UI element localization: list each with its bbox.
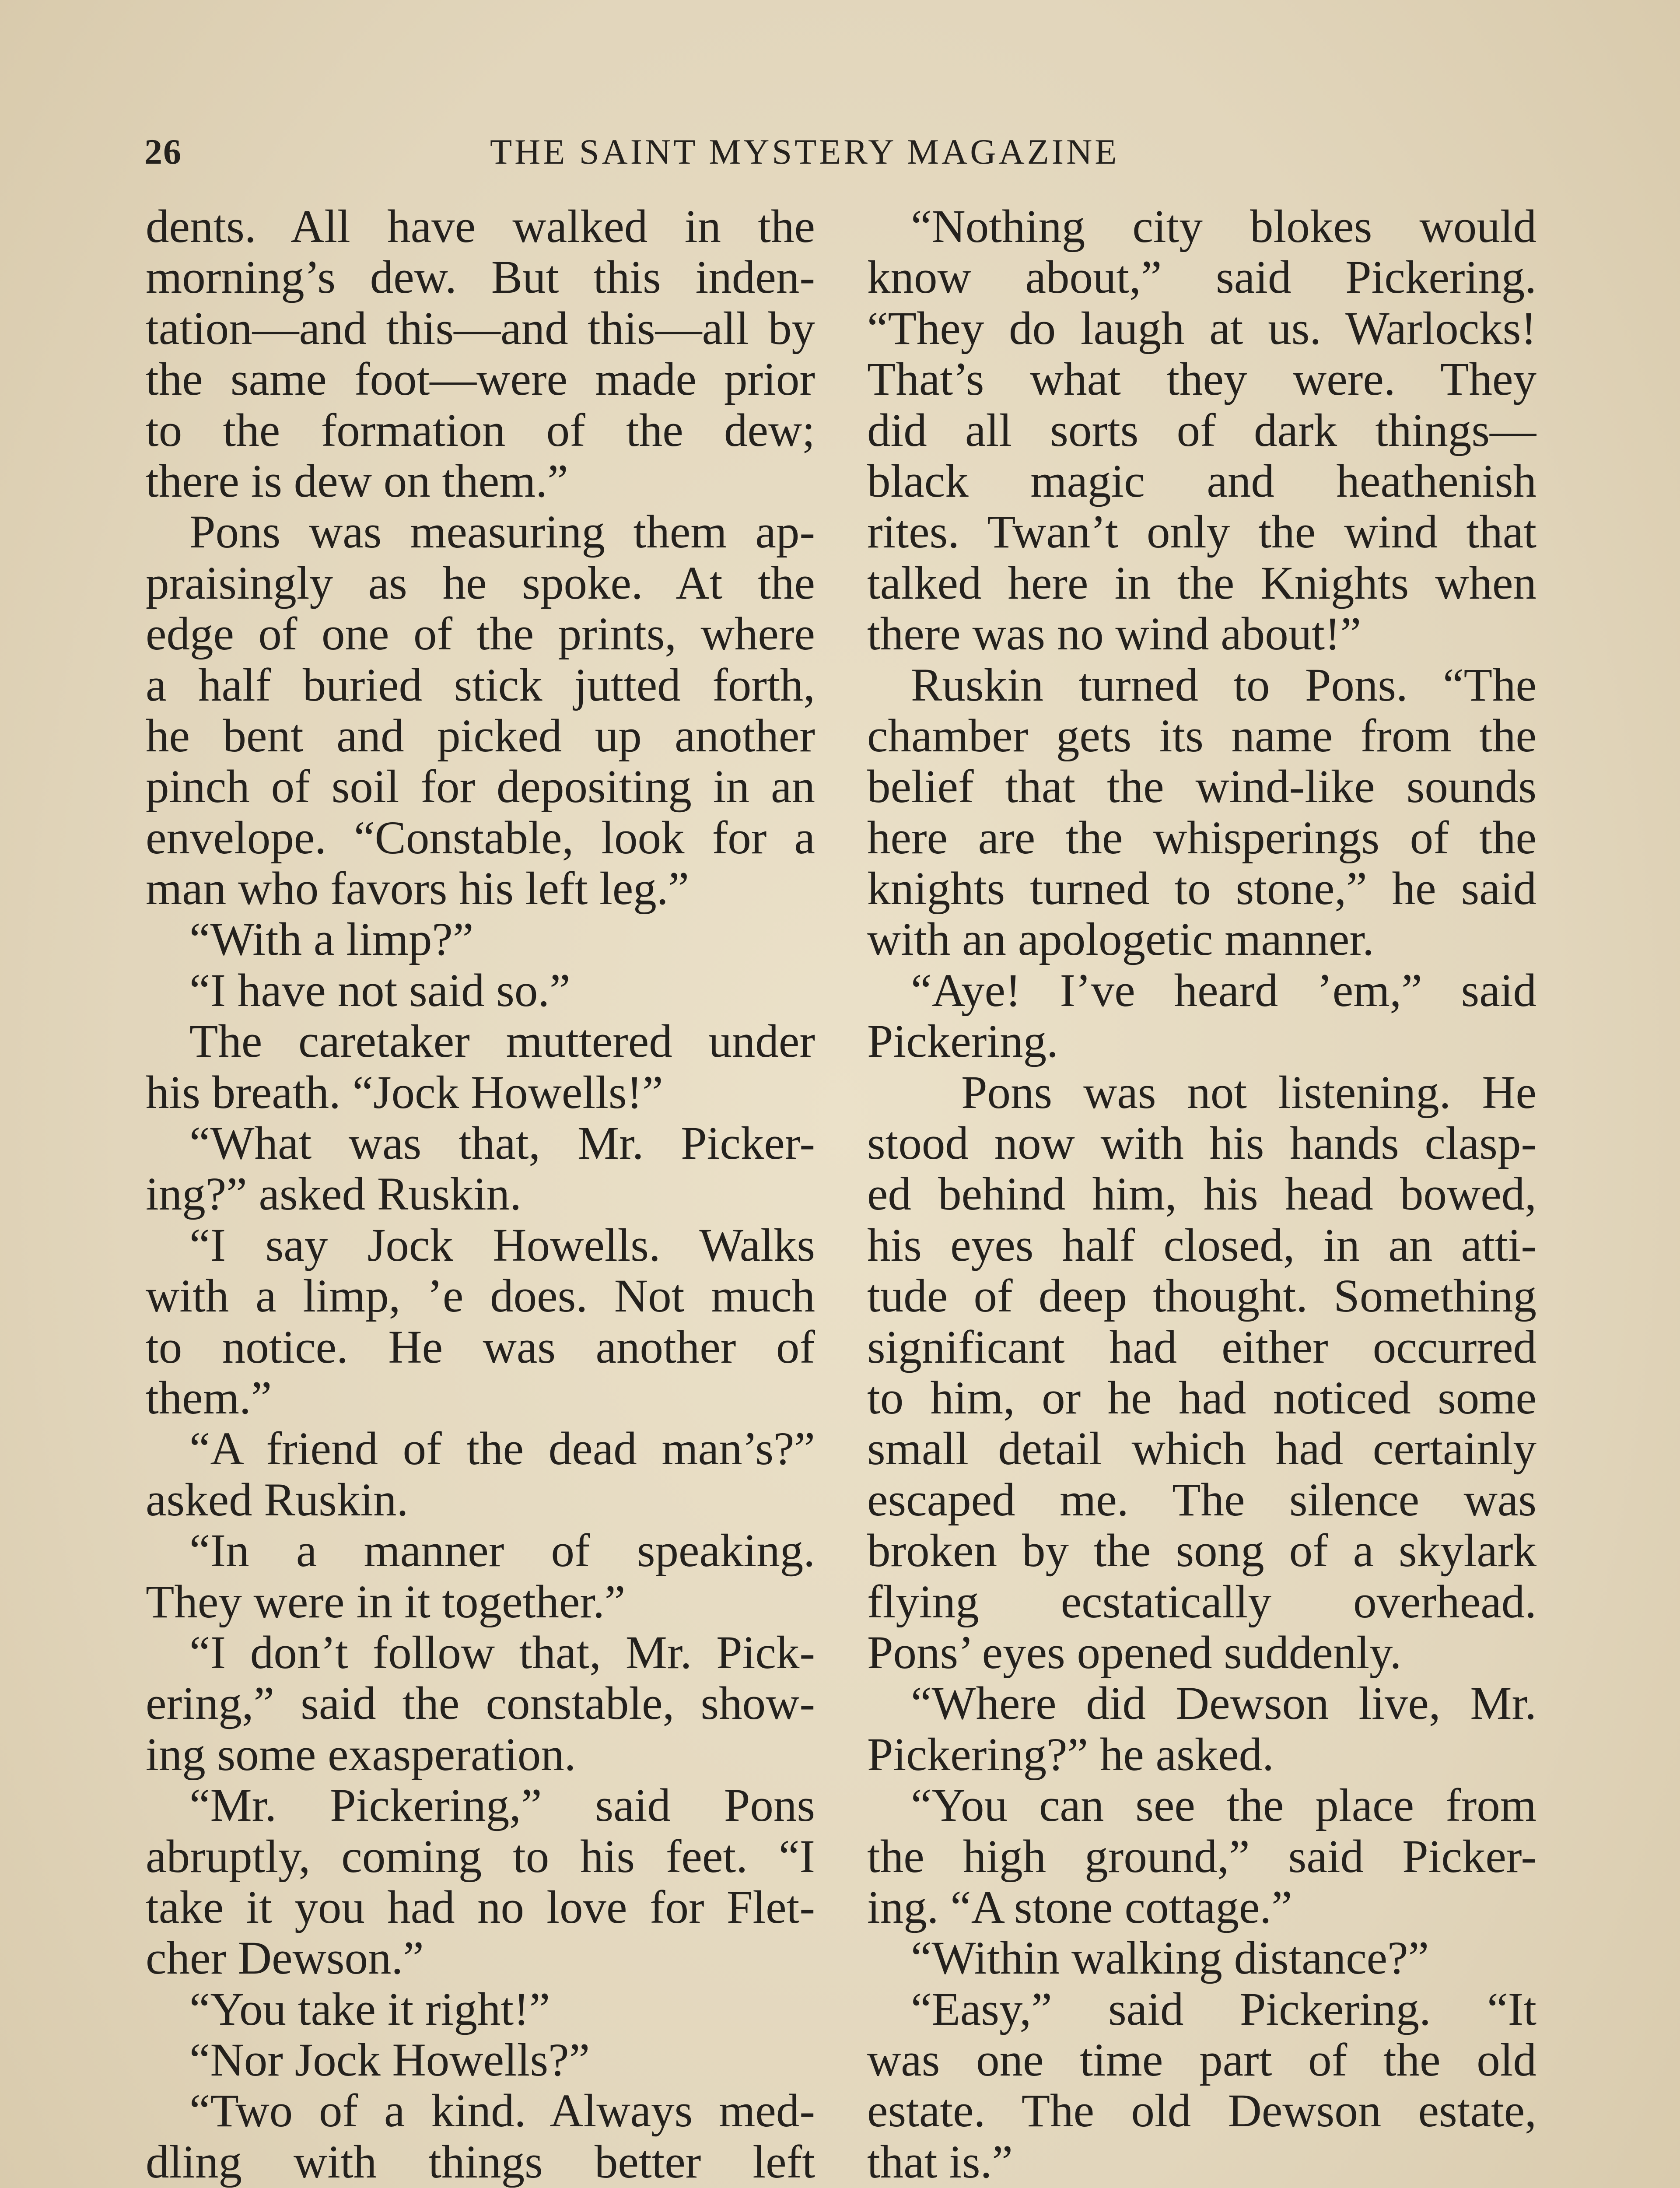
text-line: Pons’ eyes opened suddenly. <box>867 1627 1402 1679</box>
text-line: asked Ruskin. <box>146 1474 409 1526</box>
text-line: flying ecstatically overhead. <box>867 1576 1536 1627</box>
text-line: man who favors his left leg.” <box>146 863 690 915</box>
text-line: dents. All have walked in the <box>146 201 815 252</box>
text-line: pinch of soil for depositing in an <box>146 761 815 813</box>
text-line: “I don’t follow that, Mr. Pick- <box>189 1627 815 1679</box>
text-line: broken by the song of a skylark <box>867 1525 1536 1577</box>
text-line: the high ground,” said Picker- <box>867 1831 1536 1882</box>
text-line: Pickering. <box>867 1016 1058 1067</box>
text-line: praisingly as he spoke. At the <box>146 558 815 609</box>
text-line: “With a limp?” <box>189 914 474 965</box>
text-line: “I say Jock Howells. Walks <box>189 1220 815 1271</box>
text-line: ing?” asked Ruskin. <box>146 1169 522 1220</box>
text-line: to notice. He was another of <box>146 1322 815 1373</box>
running-head: THE SAINT MYSTERY MAGAZINE <box>490 132 1120 172</box>
text-line: did all sorts of dark things— <box>867 405 1536 456</box>
text-line: know about,” said Pickering. <box>867 252 1536 303</box>
text-line: cher Dewson.” <box>146 1933 424 1984</box>
page-number: 26 <box>144 132 182 172</box>
text-line: That’s what they were. They <box>867 354 1536 405</box>
text-line: ering,” said the constable, show- <box>146 1678 815 1729</box>
text-line: with an apologetic manner. <box>867 914 1374 965</box>
text-line: with a limp, ’e does. Not much <box>146 1271 815 1322</box>
text-line: “Easy,” said Pickering. “It <box>911 1984 1536 2035</box>
text-line: The caretaker muttered under <box>189 1016 815 1067</box>
text-line: to him, or he had noticed some <box>867 1372 1536 1424</box>
text-line: “What was that, Mr. Picker- <box>189 1118 815 1169</box>
text-line: the same foot—were made prior <box>146 354 815 405</box>
text-line: tation—and this—and this—all by <box>146 303 815 354</box>
text-line: ing some exasperation. <box>146 1729 576 1781</box>
text-line: “Where did Dewson live, Mr. <box>911 1678 1536 1729</box>
text-line: there was no wind about!” <box>867 609 1362 660</box>
text-line: They were in it together.” <box>146 1576 626 1627</box>
text-line: envelope. “Constable, look for a <box>146 812 815 864</box>
text-line: black magic and heathenish <box>867 456 1536 507</box>
text-line: morning’s dew. But this inden- <box>146 252 815 303</box>
page-header <box>144 131 1536 179</box>
text-line: his eyes half closed, in an atti- <box>867 1220 1536 1271</box>
text-line: rites. Twan’t only the wind that <box>867 507 1536 558</box>
text-line: take it you had no love for Flet- <box>146 1882 815 1933</box>
text-line: dling with things better left <box>146 2136 815 2188</box>
text-line: Pons was not listening. He <box>961 1067 1536 1119</box>
text-line: tude of deep thought. Something <box>867 1271 1536 1322</box>
text-line: “Nothing city blokes would <box>911 201 1536 252</box>
text-line: “In a manner of speaking. <box>189 1525 815 1577</box>
text-line: small detail which had certainly <box>867 1424 1536 1475</box>
text-line: knights turned to stone,” he said <box>867 863 1536 915</box>
text-line: them.” <box>146 1372 272 1424</box>
text-line: here are the whisperings of the <box>867 812 1536 864</box>
text-line: “I have not said so.” <box>189 965 570 1017</box>
text-line: there is dew on them.” <box>146 456 568 507</box>
text-line: Ruskin turned to Pons. “The <box>911 659 1536 711</box>
text-line: “Aye! I’ve heard ’em,” said <box>911 965 1536 1017</box>
text-line: Pons was measuring them ap- <box>189 507 815 558</box>
text-line: ed behind him, his head bowed, <box>867 1169 1536 1220</box>
text-line: “Within walking distance?” <box>911 1933 1429 1984</box>
text-line: estate. The old Dewson estate, <box>867 2086 1536 2137</box>
text-line: his breath. “Jock Howells!” <box>146 1067 663 1119</box>
text-line: that is.” <box>867 2136 1013 2188</box>
text-line: he bent and picked up another <box>146 710 815 762</box>
text-line: belief that the wind-like sounds <box>867 761 1536 813</box>
right-text-column <box>867 201 1536 2188</box>
left-text-column <box>146 201 815 2188</box>
text-line: chamber gets its name from the <box>867 710 1536 762</box>
text-line: “You take it right!” <box>189 1984 550 2035</box>
text-line: edge of one of the prints, where <box>146 609 815 660</box>
text-line: talked here in the Knights when <box>867 558 1536 609</box>
text-line: “You can see the place from <box>911 1780 1536 1831</box>
text-line: was one time part of the old <box>867 2035 1536 2086</box>
text-line: “A friend of the dead man’s?” <box>189 1424 815 1475</box>
text-line: “Nor Jock Howells?” <box>189 2035 590 2086</box>
text-line: “Two of a kind. Always med- <box>189 2086 815 2137</box>
text-line: “They do laugh at us. Warlocks! <box>867 303 1536 354</box>
text-line: “Mr. Pickering,” said Pons <box>189 1780 815 1831</box>
text-line: escaped me. The silence was <box>867 1474 1536 1526</box>
text-line: abruptly, coming to his feet. “I <box>146 1831 815 1882</box>
text-line: significant had either occurred <box>867 1322 1536 1373</box>
text-line: to the formation of the dew; <box>146 405 815 456</box>
text-line: stood now with his hands clasp- <box>867 1118 1536 1169</box>
text-line: Pickering?” he asked. <box>867 1729 1274 1781</box>
text-line: a half buried stick jutted forth, <box>146 659 815 711</box>
text-line: ing. “A stone cottage.” <box>867 1882 1292 1933</box>
